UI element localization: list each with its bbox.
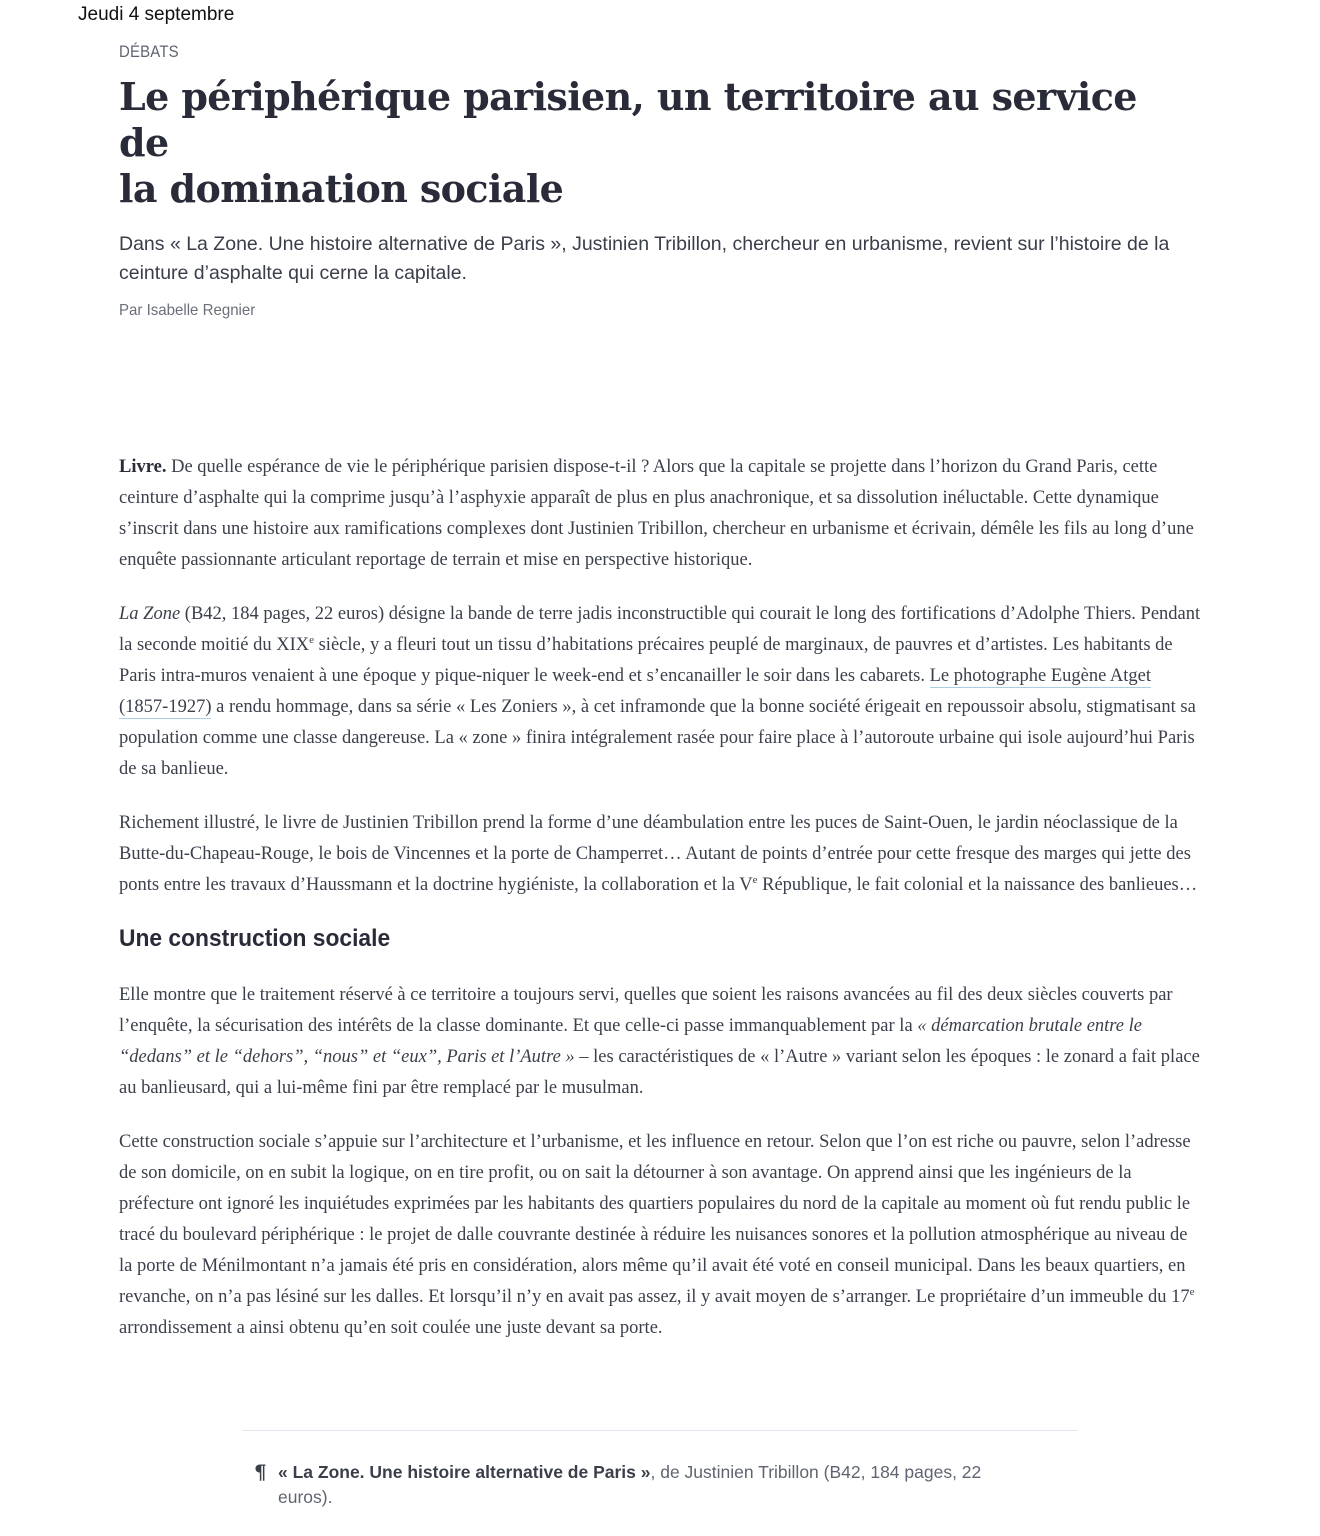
page-title [119,74,1179,212]
superscript: e [752,874,758,886]
paragraph-1 [119,452,1204,576]
paragraph-2 [119,599,1204,785]
paragraph-text: Elle montre que le traitement réservé à ce territoire a toujours servi, quelles que soient les raisons avancées au fil des deux siècles couverts par l’enquête, la sécurisation des intérêts de la classe dominante. Et que celle-ci passe immanquablement par la [119,985,1173,1036]
standfirst: Dans « La Zone. Une histoire alternative de Paris », Justinien Tribillon, chercheur en urbanisme, revient sur l’histoire de la ceinture d’asphalte qui cerne la capitale. [119,233,1170,284]
paragraph-text: Cette construction sociale s’appuie sur l’architecture et l’urbanisme, et les influence en retour. Selon que l’on est riche ou pauvre, selon l’adresse de son domicile, on en subit la logique, on en tire profit, ou on sait la détourner à son avantage. On apprend ainsi que les ingénieurs de la préfecture ont ignoré les inquiétudes exprimées par les habitants des quartiers populaires du nord de la capitale au moment où fut rendu public le tracé du boulevard périphérique : le projet de dalle couvrante destinée à réduire les nuisances sonores et la pollution atmosphérique au niveau de la porte de Ménilmontant n’a jamais été pris en considération, alors même qu’il avait été voté en conseil municipal. Dans les beaux quartiers, en revanche, on n’a pas lésiné sur les dalles. Et lorsqu’il n’y en avait pas assez, il y avait moyen de s’arranger. Le propriétaire d’un immeuble du 17 [119,1132,1191,1307]
paragraph-5 [119,1127,1204,1344]
section-heading: Une construction sociale [119,925,391,952]
rubric-label[interactable]: DÉBATS [119,42,179,61]
paragraph-3 [119,808,1204,901]
headline-line-2: la domination sociale [119,166,564,211]
superscript: e [309,634,314,646]
paragraph-4 [119,980,1204,1104]
book-title: La Zone [119,604,181,624]
paragraph-text: (B42, 184 pages, 22 euros) désigne la bande de terre jadis inconstructible qui courait le long des fortifications d’Adolphe Thiers. Pendant la seconde moitié du XIX [119,604,1201,655]
lead-label: Livre. [119,457,167,477]
paragraph-text: – les caractéristiques de « l’Autre » variant selon les époques : le zonard a fait place au banlieusard, qui a lui-même fini par être remplacé par le musulman. [119,1047,1200,1098]
book-reference [254,1460,1014,1510]
paragraph-text: a rendu hommage, dans sa série « Les Zoniers », à cet inframonde que la bonne société érigeait en repoussoir absolu, stigmatisant sa population comme une classe dangereuse. La « zone » finira intégralement rasée pour faire place à l’autoroute urbaine qui isole aujourd’hui Paris de sa banlieue. [119,697,1196,779]
headline-line-1: Le périphérique parisien, un territoire au service de [119,74,1137,165]
article-body [119,452,1204,1367]
book-reference-text [278,1460,1014,1510]
paragraph-text: Richement illustré, le livre de Justinien Tribillon prend la forme d’une déambulation entre les puces de Saint-Ouen, le jardin néoclassique de la Butte-du-Chapeau-Rouge, le bois de Vincennes et la porte de Champerret… Autant de points d’entrée pour cette fresque des marges qui jette des ponts entre les travaux d’Haussmann et la doctrine hygiéniste, la collaboration et la V [119,813,1191,895]
article-header [119,40,1204,320]
paragraph-text: De quelle espérance de vie le périphérique parisien dispose-t-il ? Alors que la capitale se projette dans l’horizon du Grand Paris, cette ceinture d’asphalte qui la comprime jusqu’à l’asphyxie apparaît de plus en plus anachronique, et sa dissolution inéluctable. Cette dynamique s’inscrit dans une histoire aux ramifications complexes dont Justinien Tribillon, chercheur en urbanisme et écrivain, démêle les fils au long d’une enquête passionnante articulant reportage de terrain et mise en perspective historique. [119,457,1194,570]
paragraph-text: siècle, y a fleuri tout un tissu d’habitations précaires peuplé de marginaux, de pauvres et d’artistes. Les habitants de Paris intra-muros venaient à une époque y pique-niquer le week-end et s’encanailler le soir dans les cabarets. [119,635,1173,686]
status-date: Jeudi 4 septembre [78,4,235,25]
pilcrow-icon: ¶ [254,1460,267,1484]
book-reference-details: , de Justinien Tribillon (B42, 184 pages, 22 euros). [278,1462,982,1507]
byline: Par Isabelle Regnier [119,302,256,319]
quote: « démarcation brutale entre le “dedans” et le “dehors”, “nous” et “eux”, Paris et l’Autre » [119,1016,1142,1067]
atget-link[interactable]: Le photographe Eugène Atget (1857-1927) [119,666,1152,717]
paragraph-text: République, le fait colonial et la naissance des banlieues… [757,875,1198,895]
divider [242,1430,1078,1431]
book-reference-title: « La Zone. Une histoire alternative de Paris » [278,1462,651,1482]
paragraph-text: arrondissement a ainsi obtenu qu’en soit coulée une juste devant sa porte. [119,1318,663,1338]
superscript: e [1189,1286,1195,1298]
